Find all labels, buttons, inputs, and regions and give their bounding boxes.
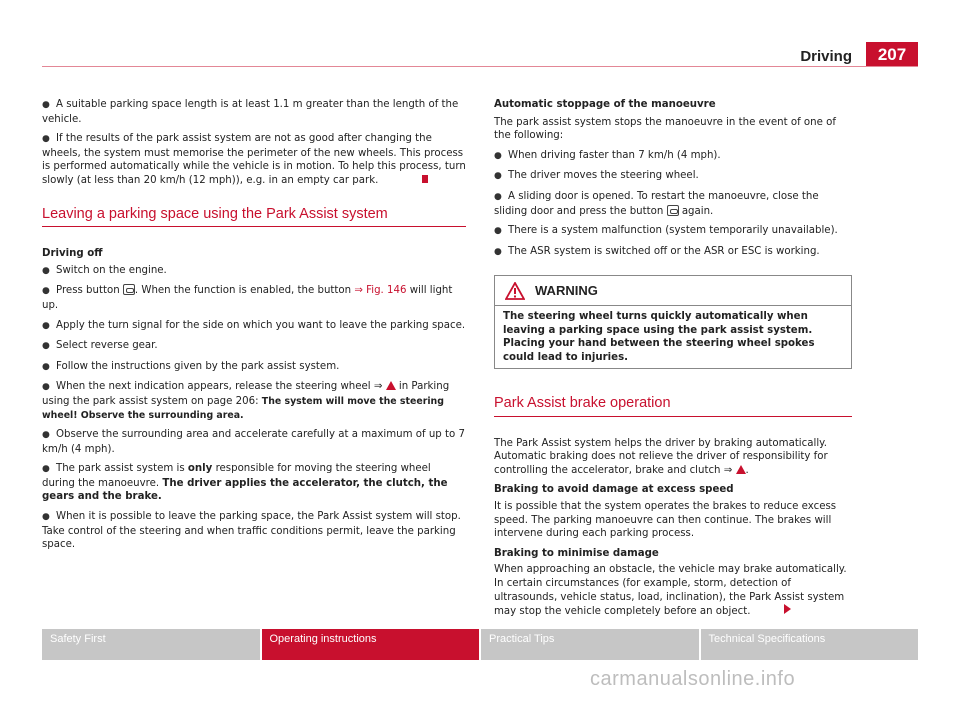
- continue-arrow-icon: [784, 604, 791, 614]
- tab-safety-first[interactable]: Safety First: [42, 629, 260, 660]
- section-title: Leaving a parking space using the Park Assist system: [42, 205, 388, 222]
- list-item: ● The park assist system is only responsible for moving the steering wheel during the manoeuvre. The driver applies the accelerator, the clutch, the gears and the brake.: [42, 463, 448, 503]
- warning-icon: [505, 282, 525, 300]
- section-title: Park Assist brake operation: [494, 394, 671, 411]
- warning-icon[interactable]: [736, 465, 746, 474]
- park-assist-button-icon: [667, 205, 679, 216]
- tab-operating-instructions[interactable]: Operating instructions: [262, 629, 480, 660]
- list-item: ● Observe the surrounding area and accelerate carefully at a maximum of up to 7 km/h (4 mph).: [42, 429, 465, 455]
- warning-text: The steering wheel turns quickly automatically when leaving a parking space using the park assist system. Placing your hand between the steering wheel spokes could lead to injuries.: [503, 311, 815, 363]
- header-divider: [42, 66, 918, 67]
- warning-header: [495, 276, 851, 306]
- paragraph: It is possible that the system operates the brakes to reduce excess speed. The parking manoeuvre can then continue. The brakes will intervene during each parking process.: [494, 500, 837, 540]
- list-item: ● Apply the turn signal for the side on which you want to leave the parking space.: [42, 319, 466, 331]
- paragraph: The Park Assist system helps the driver by braking automatically. Automatic braking does not relieve the driver of responsibility for controlling the accelerator, brake and clutch ⇒ .: [494, 437, 828, 476]
- subheading: Braking to avoid damage at excess speed: [494, 484, 734, 496]
- park-assist-button-icon: [123, 284, 135, 295]
- tab-technical-specifications[interactable]: Technical Specifications: [701, 629, 919, 660]
- list-item: ● Press button . When the function is enabled, the button ⇒ Fig. 146 will light up.: [42, 285, 453, 311]
- left-column: [42, 98, 466, 558]
- list-item: ● A suitable parking space length is at least 1.1 m greater than the length of the vehicle.: [42, 99, 459, 125]
- chapter-title: Driving: [800, 48, 852, 65]
- footer-nav: [42, 629, 918, 660]
- subheading: Automatic stoppage of the manoeuvre: [494, 99, 716, 110]
- list-item: ● When the next indication appears, release the steering wheel ⇒ in Parking using the park assist system on page 206: The system will move the steering wheel! Observe the surrounding area.: [42, 381, 450, 421]
- section-divider: [42, 226, 466, 227]
- warning-title: WARNING: [535, 283, 598, 299]
- warning-icon[interactable]: [386, 381, 396, 390]
- list-item: ● Switch on the engine.: [42, 264, 167, 276]
- list-item: ● The ASR system is switched off or the ASR or ESC is working.: [494, 245, 820, 257]
- subheading: Driving off: [42, 248, 103, 260]
- list-item: ● There is a system malfunction (system temporarily unavailable).: [494, 225, 838, 237]
- list-item: ● When driving faster than 7 km/h (4 mph).: [494, 149, 721, 161]
- list-item: ● If the results of the park assist system are not as good after changing the wheels, the system must memorise the perimeter of the new wheels. This process is performed automatically while the vehicle is in motion. To help this process, turn slowly (at less than 20 km/h (12 mph)), e.g. in an empty car park.: [42, 133, 466, 186]
- list-item: ● When it is possible to leave the parking space, the Park Assist system will stop. Take control of the steering and when traffic conditions permit, leave the parking space.: [42, 511, 461, 551]
- list-item: ● A sliding door is opened. To restart the manoeuvre, close the sliding door and press the button again.: [494, 190, 819, 217]
- warning-box: [494, 275, 852, 369]
- watermark: carmanualsonline.info: [590, 668, 796, 690]
- section-end-icon: [422, 175, 428, 183]
- figure-link[interactable]: ⇒ Fig. 146: [354, 285, 407, 297]
- section-heading: [494, 394, 852, 417]
- list-item: ● Follow the instructions given by the park assist system.: [42, 360, 340, 372]
- page-number: 207: [866, 42, 918, 66]
- paragraph: When approaching an obstacle, the vehicle may brake automatically. In certain circumstances (for example, storm, detection of ultrasounds, vehicle status, load, inclination), the Park Assist system may stop the vehicle completely before an object.: [494, 564, 847, 618]
- subheading: Braking to minimise damage: [494, 547, 659, 559]
- list-item: ● The driver moves the steering wheel.: [494, 170, 699, 182]
- tab-practical-tips[interactable]: Practical Tips: [481, 629, 699, 660]
- section-heading: [42, 205, 466, 228]
- paragraph: The park assist system stops the manoeuvre in the event of one of the following:: [494, 116, 836, 142]
- section-divider: [494, 416, 852, 417]
- list-item: ● Select reverse gear.: [42, 340, 158, 352]
- right-column: [494, 98, 852, 625]
